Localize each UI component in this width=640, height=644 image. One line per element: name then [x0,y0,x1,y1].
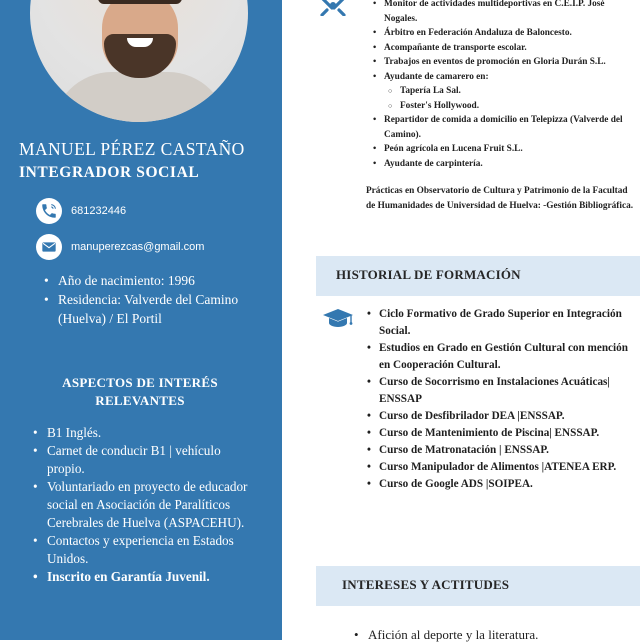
list-item: • Monitor de actividades multideportivas en C.E.I.P. José Nogales. [369,0,631,26]
person-name: MANUEL PÉREZ CASTAÑO [19,139,245,159]
internship-text: Prácticas en Observatorio de Cultura y Patrimonio de la Facultad de Humanidades de Universidad de Huelva: -Gestión Bibliográfica. [366,186,634,211]
list-subitem: ○ Foster's Hollywood. [369,99,631,114]
list-item: • Curso de Socorrismo en Instalaciones Acuáticas| ENSSAP [366,374,636,408]
list-item: • Voluntariado en proyecto de educador social en Asociación de Paralíticos Cerebrales de Huelva (ASPACEHU). [33,478,259,532]
list-item: • Inscrito en Garantía Juvenil. [33,568,259,586]
phone-number: 681232446 [71,205,127,217]
list-item: • Curso de Matronatación | ENSSAP. [366,442,636,459]
tools-icon [318,0,348,21]
profile-photo [30,0,248,122]
list-item: • Acompañante de transporte escolar. [369,41,631,56]
experience-list [369,0,631,171]
personal-info-list [44,271,269,328]
list-item: • Ayudante de carpintería. [369,157,631,172]
graduation-cap-icon [322,307,354,334]
list-item: • Curso de Google ADS |SOIPEA. [366,476,636,493]
list-item: • Repartidor de comida a domicilio en Telepizza (Valverde del Camino). [369,113,631,142]
education-heading-band [316,256,640,296]
phone-contact[interactable] [36,197,126,225]
birth-year: • Año de nacimiento: 1996 [44,271,269,290]
interests-heading-band [316,566,640,606]
list-item: • Carnet de conducir B1 | vehículo propio. [33,442,259,478]
list-item: • Curso de Mantenimiento de Piscina| ENSSAP. [366,425,636,442]
list-item: • Árbitro en Federación Andaluza de Baloncesto. [369,26,631,41]
interests-list [354,626,634,644]
list-item: • Contactos y experiencia en Estados Unidos. [33,532,259,568]
phone-icon [36,198,62,224]
aspects-heading: ASPECTOS DE INTERÉS RELEVANTES [62,375,218,408]
list-item: • Estudios en Grado en Gestión Cultural con mención en Cooperación Cultural. [366,340,636,374]
list-item: • Curso Manipulador de Alimentos |ATENEA ERP. [366,459,636,476]
residence: • Residencia: Valverde del Camino (Huelva) / El Portil [44,290,269,328]
aspects-list [33,424,259,586]
list-subitem: ○ Tapería La Sal. [369,84,631,99]
list-item: • Curso de Desfibrilador DEA |ENSSAP. [366,408,636,425]
education-list [366,306,636,493]
email-contact[interactable] [36,233,204,261]
list-item: • Afición al deporte y la literatura. [354,626,634,644]
email-icon [36,234,62,260]
list-item: • Peón agrícola en Lucena Fruit S.L. [369,142,631,157]
list-item: • Trabajos en eventos de promoción en Gloria Durán S.L. [369,55,631,70]
email-address: manuperezcas@gmail.com [71,241,205,253]
list-item: • B1 Inglés. [33,424,259,442]
main-content [282,0,640,640]
interests-heading: INTERESES Y ACTITUDES [342,577,510,592]
sidebar [0,0,282,640]
list-item: • Ciclo Formativo de Grado Superior en Integración Social. [366,306,636,340]
list-item: • Ayudante de camarero en: [369,70,631,85]
education-heading: HISTORIAL DE FORMACIÓN [336,267,521,282]
person-role: INTEGRADOR SOCIAL [19,164,200,181]
